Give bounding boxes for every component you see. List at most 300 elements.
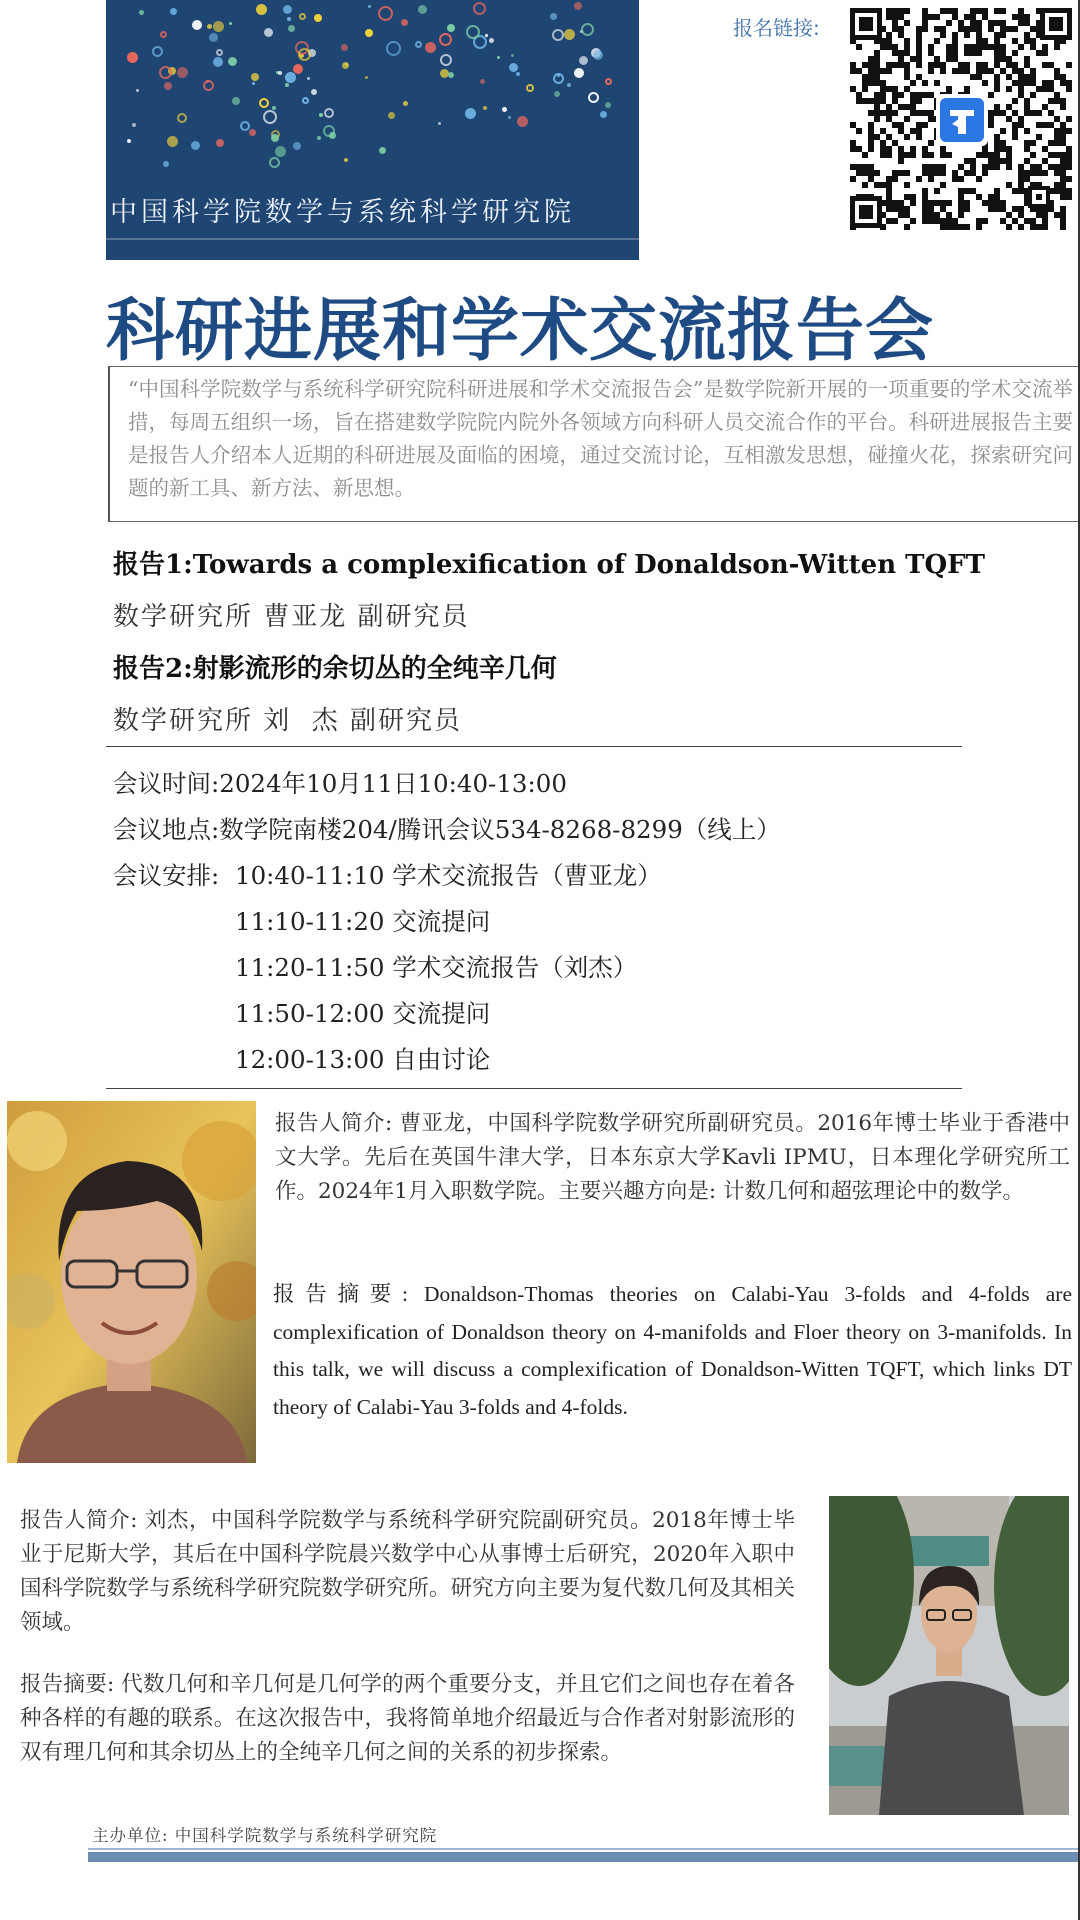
qr-module	[1042, 44, 1048, 50]
qr-module	[904, 50, 910, 56]
confetti-dot	[440, 69, 449, 78]
qr-module	[1000, 158, 1006, 164]
qr-module	[1000, 32, 1006, 38]
qr-module	[880, 140, 886, 146]
qr-module	[922, 92, 928, 98]
qr-module	[886, 62, 892, 68]
qr-module	[982, 62, 988, 68]
speaker-1-photo	[7, 1101, 256, 1463]
confetti-dot	[288, 25, 295, 32]
report-2-heading: 报告2:射影流形的余切丛的全纯辛几何	[113, 654, 557, 684]
qr-module	[1042, 122, 1048, 128]
qr-module	[1024, 140, 1030, 146]
confetti-dot	[553, 73, 564, 84]
qr-module	[958, 20, 964, 26]
qr-module	[886, 38, 892, 44]
confetti-dot	[283, 5, 292, 14]
qr-module	[1054, 44, 1060, 50]
confetti-dot	[508, 116, 511, 119]
qr-module	[964, 50, 970, 56]
qr-module	[1036, 86, 1042, 92]
qr-module	[1012, 188, 1018, 194]
qr-module	[946, 20, 952, 26]
qr-module	[1066, 164, 1072, 170]
confetti-dot	[160, 31, 167, 38]
qr-module	[892, 206, 898, 212]
confetti-dot	[511, 54, 514, 57]
confetti-dot	[439, 33, 452, 46]
qr-module	[898, 158, 904, 164]
qr-module	[904, 170, 910, 176]
qr-module	[1030, 218, 1036, 224]
qr-module	[1054, 182, 1060, 188]
banner-institute-name: 中国科学院数学与系统科学研究院	[110, 197, 575, 228]
qr-module	[934, 200, 940, 206]
qr-module	[1066, 158, 1072, 164]
qr-module	[970, 158, 976, 164]
qr-module	[1024, 146, 1030, 152]
qr-module	[868, 140, 874, 146]
qr-module	[994, 20, 1000, 26]
confetti-dot	[314, 14, 322, 22]
qr-module	[856, 92, 862, 98]
qr-module	[952, 8, 958, 14]
qr-module	[922, 26, 928, 32]
qr-module	[862, 62, 868, 68]
qr-module	[1006, 104, 1012, 110]
qr-module	[862, 152, 868, 158]
qr-module	[904, 194, 910, 200]
confetti-dot	[588, 92, 599, 103]
confetti-dot	[139, 10, 144, 15]
qr-module	[1006, 56, 1012, 62]
qr-module	[868, 98, 874, 104]
qr-module	[1060, 182, 1066, 188]
qr-module	[904, 68, 910, 74]
qr-module	[880, 98, 886, 104]
qr-module	[856, 128, 862, 134]
qr-module	[940, 26, 946, 32]
qr-module	[880, 86, 886, 92]
qr-module	[976, 152, 982, 158]
qr-module	[862, 86, 868, 92]
confetti-dot	[341, 44, 348, 51]
qr-module	[1060, 140, 1066, 146]
qr-module	[1066, 152, 1072, 158]
agenda-item: 11:10-11:20 交流提问	[235, 907, 491, 936]
qr-module	[910, 152, 916, 158]
qr-module	[1018, 74, 1024, 80]
qr-module	[1048, 98, 1054, 104]
qr-module	[1060, 104, 1066, 110]
qr-module	[1000, 110, 1006, 116]
qr-module	[1042, 80, 1048, 86]
qr-module	[988, 92, 994, 98]
qr-module	[976, 44, 982, 50]
qr-module	[898, 32, 904, 38]
qr-module	[946, 8, 952, 14]
qr-module	[1060, 74, 1066, 80]
qr-module	[850, 122, 856, 128]
qr-module	[1006, 212, 1012, 218]
qr-module	[928, 164, 934, 170]
qr-module	[1000, 8, 1006, 14]
confetti-dot	[293, 142, 301, 150]
confetti-dot	[574, 68, 584, 78]
qr-module	[1048, 164, 1054, 170]
qr-module	[850, 140, 856, 146]
qr-module	[910, 128, 916, 134]
qr-module	[982, 68, 988, 74]
qr-module	[916, 74, 922, 80]
confetti-dot	[298, 48, 311, 61]
qr-module	[1042, 212, 1048, 218]
qr-module	[910, 194, 916, 200]
qr-module	[868, 128, 874, 134]
qr-module	[1018, 20, 1024, 26]
qr-module	[1030, 44, 1036, 50]
qr-module	[910, 218, 916, 224]
qr-module	[1030, 38, 1036, 44]
qr-module	[946, 212, 952, 218]
qr-module	[976, 176, 982, 182]
confetti-dot	[259, 98, 269, 108]
qr-module	[886, 44, 892, 50]
qr-module	[1054, 188, 1060, 194]
confetti-dot	[489, 38, 494, 43]
qr-module	[916, 38, 922, 44]
confetti-dot	[285, 72, 296, 83]
qr-module	[1000, 56, 1006, 62]
qr-module	[874, 80, 880, 86]
confetti-dot	[264, 28, 273, 37]
qr-module	[940, 164, 946, 170]
qr-module	[928, 14, 934, 20]
qr-module	[910, 110, 916, 116]
qr-module	[1036, 164, 1042, 170]
qr-module	[892, 92, 898, 98]
qr-module	[1042, 170, 1048, 176]
qr-module	[1024, 176, 1030, 182]
confetti-dot	[564, 29, 575, 40]
confetti-dot	[600, 111, 607, 118]
qr-module	[1000, 128, 1006, 134]
qr-module	[1060, 206, 1066, 212]
qr-module	[1048, 110, 1054, 116]
qr-module	[940, 182, 946, 188]
confetti-dot	[228, 57, 237, 66]
qr-module	[1012, 62, 1018, 68]
qr-module	[886, 152, 892, 158]
qr-module	[946, 86, 952, 92]
qr-module	[880, 182, 886, 188]
qr-module	[886, 32, 892, 38]
qr-module	[892, 20, 898, 26]
qr-module	[988, 200, 994, 206]
meeting-location: 会议地点:数学院南楼204/腾讯会议534-8268-8299（线上）	[113, 815, 781, 844]
confetti-dot	[251, 73, 259, 81]
qr-module	[1066, 128, 1072, 134]
qr-module	[1060, 128, 1066, 134]
confetti-dot	[552, 29, 564, 41]
qr-module	[982, 80, 988, 86]
qr-module	[940, 146, 946, 152]
qr-module	[922, 14, 928, 20]
qr-module	[886, 14, 892, 20]
qr-module	[970, 14, 976, 20]
qr-module	[964, 32, 970, 38]
confetti-dot	[213, 21, 224, 32]
qr-module	[922, 164, 928, 170]
qr-module	[1006, 116, 1012, 122]
qr-module	[1054, 152, 1060, 158]
qr-module	[958, 188, 964, 194]
qr-module	[892, 86, 898, 92]
qr-code-icon[interactable]	[848, 6, 1076, 232]
qr-module	[1060, 194, 1066, 200]
qr-module	[982, 44, 988, 50]
qr-module	[1024, 170, 1030, 176]
qr-module	[976, 224, 982, 230]
qr-module	[946, 50, 952, 56]
qr-module	[874, 50, 880, 56]
agenda-item: 12:00-13:00 自由讨论	[235, 1045, 491, 1074]
qr-module	[868, 68, 874, 74]
qr-module	[928, 116, 934, 122]
qr-module	[940, 218, 946, 224]
qr-module	[964, 200, 970, 206]
qr-module	[1036, 110, 1042, 116]
qr-module	[1030, 170, 1036, 176]
qr-module	[892, 26, 898, 32]
qr-module	[964, 158, 970, 164]
qr-module	[1006, 224, 1012, 230]
confetti-dot	[319, 113, 323, 117]
qr-module	[892, 218, 898, 224]
qr-module	[862, 170, 868, 176]
qr-module	[952, 44, 958, 50]
qr-module	[856, 44, 862, 50]
qr-module	[988, 122, 994, 128]
qr-module	[1012, 218, 1018, 224]
qr-module	[1030, 140, 1036, 146]
confetti-dot	[517, 116, 528, 127]
qr-module	[970, 164, 976, 170]
qr-module	[886, 86, 892, 92]
qr-module	[886, 146, 892, 152]
qr-module	[1000, 218, 1006, 224]
qr-module	[892, 14, 898, 20]
qr-module	[1006, 146, 1012, 152]
qr-module	[1012, 206, 1018, 212]
qr-module	[904, 8, 910, 14]
qr-module	[1054, 134, 1060, 140]
qr-module	[904, 74, 910, 80]
qr-module	[982, 8, 988, 14]
confetti-dot	[368, 5, 371, 8]
qr-module	[976, 62, 982, 68]
qr-module	[904, 182, 910, 188]
confetti-dot	[232, 97, 240, 105]
qr-module	[892, 122, 898, 128]
qr-module	[964, 14, 970, 20]
qr-module	[994, 146, 1000, 152]
qr-module	[1018, 170, 1024, 176]
confetti-dot	[252, 82, 255, 85]
confetti-dot	[567, 83, 571, 87]
qr-module	[940, 200, 946, 206]
qr-module	[904, 20, 910, 26]
qr-module	[964, 68, 970, 74]
qr-module	[850, 62, 856, 68]
confetti-dot	[509, 63, 518, 72]
qr-module	[898, 14, 904, 20]
banner-divider	[106, 238, 639, 240]
qr-module	[1018, 206, 1024, 212]
qr-module	[958, 164, 964, 170]
qr-module	[1054, 212, 1060, 218]
qr-module	[1066, 176, 1072, 182]
qr-module	[916, 98, 922, 104]
qr-module	[910, 98, 916, 104]
footer-bar	[88, 1852, 1080, 1862]
divider	[106, 1088, 962, 1089]
qr-module	[928, 62, 934, 68]
qr-module	[940, 152, 946, 158]
qr-module	[862, 164, 868, 170]
qr-module	[958, 224, 964, 230]
qr-module	[910, 92, 916, 98]
qr-module	[916, 56, 922, 62]
agenda-item: 11:50-12:00 交流提问	[235, 999, 491, 1028]
qr-module	[886, 200, 892, 206]
confetti-dot	[159, 66, 172, 79]
qr-module	[886, 176, 892, 182]
qr-module	[922, 20, 928, 26]
qr-module	[1054, 116, 1060, 122]
qr-module	[952, 224, 958, 230]
qr-module	[1066, 116, 1072, 122]
qr-module	[994, 134, 1000, 140]
qr-module	[886, 110, 892, 116]
qr-module	[910, 56, 916, 62]
qr-module	[976, 20, 982, 26]
confetti-dot	[207, 24, 212, 29]
confetti-dot	[342, 62, 349, 69]
speaker-1-bio: 报告人简介: 曹亚龙，中国科学院数学研究所副研究员。2016年博士毕业于香港中文大学。先后在英国牛津大学，日本东京大学Kavli IPMU，日本理化学研究所工作。2024年1月入职数学院。主要兴趣方向是: 计数几何和超弦理论中的数学。	[275, 1111, 1070, 1204]
qr-module	[874, 56, 880, 62]
qr-module	[1030, 26, 1036, 32]
qr-module	[970, 74, 976, 80]
confetti-dot	[344, 158, 348, 162]
qr-module	[886, 206, 892, 212]
confetti-dot	[216, 139, 224, 147]
confetti-dot	[317, 136, 321, 140]
qr-module	[994, 74, 1000, 80]
qr-module	[1030, 68, 1036, 74]
qr-module	[904, 44, 910, 50]
qr-module	[946, 200, 952, 206]
qr-module	[1000, 68, 1006, 74]
speaker-2-photo	[829, 1496, 1069, 1815]
qr-module	[868, 146, 874, 152]
qr-module	[1024, 56, 1030, 62]
confetti-dot	[177, 113, 187, 123]
qr-module	[1012, 80, 1018, 86]
qr-module	[1024, 128, 1030, 134]
registration-label: 报名链接:	[733, 16, 820, 40]
qr-module	[988, 158, 994, 164]
qr-module	[928, 50, 934, 56]
qr-module	[874, 62, 880, 68]
qr-module	[958, 200, 964, 206]
qr-module	[856, 146, 862, 152]
qr-module	[1030, 74, 1036, 80]
confetti-dot	[365, 29, 373, 37]
confetti-dot	[127, 52, 138, 63]
qr-module	[964, 206, 970, 212]
qr-module	[934, 38, 940, 44]
confetti-dot	[516, 72, 520, 76]
qr-module	[916, 26, 922, 32]
qr-module	[946, 224, 952, 230]
confetti-dot	[605, 102, 611, 108]
qr-module	[1042, 158, 1048, 164]
qr-module	[1018, 68, 1024, 74]
qr-module	[892, 44, 898, 50]
confetti-dot	[329, 132, 336, 139]
qr-module	[1006, 74, 1012, 80]
qr-module	[958, 206, 964, 212]
qr-module	[1018, 44, 1024, 50]
qr-module	[1024, 62, 1030, 68]
qr-module	[964, 170, 970, 176]
qr-module	[904, 116, 910, 122]
qr-module	[862, 182, 868, 188]
qr-module	[1024, 80, 1030, 86]
qr-module	[904, 62, 910, 68]
qr-module	[850, 164, 856, 170]
qr-module	[874, 68, 880, 74]
qr-module	[898, 62, 904, 68]
qr-module	[1060, 176, 1066, 182]
qr-module	[868, 56, 874, 62]
qr-module	[1006, 26, 1012, 32]
qr-module	[922, 170, 928, 176]
qr-module	[886, 104, 892, 110]
qr-module	[976, 194, 982, 200]
footer-line	[88, 1848, 1080, 1850]
qr-module	[1054, 68, 1060, 74]
qr-module	[880, 44, 886, 50]
qr-module	[964, 44, 970, 50]
qr-module	[874, 104, 880, 110]
qr-module	[1060, 170, 1066, 176]
qr-module	[880, 80, 886, 86]
qr-module	[1012, 68, 1018, 74]
confetti-dot	[480, 79, 485, 84]
qr-module	[898, 128, 904, 134]
qr-module	[1000, 200, 1006, 206]
qr-module	[958, 62, 964, 68]
qr-module	[856, 98, 862, 104]
qr-module	[982, 170, 988, 176]
confetti-dot	[579, 56, 588, 65]
confetti-dot	[299, 13, 306, 20]
qr-module	[1054, 98, 1060, 104]
qr-module	[1054, 74, 1060, 80]
qr-module	[994, 104, 1000, 110]
